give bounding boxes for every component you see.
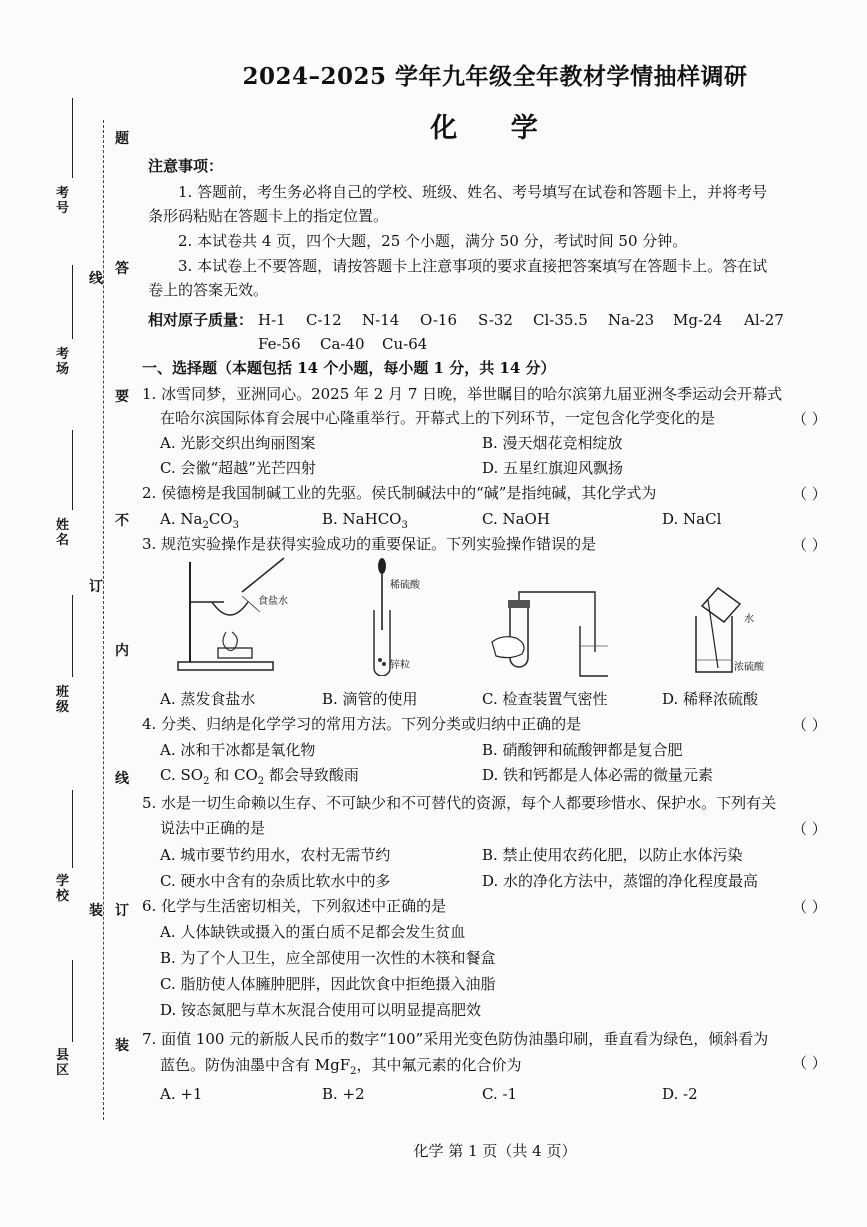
option-c: C. 硬水中含有的杂质比软水中的多	[160, 872, 391, 890]
section-heading: 一、选择题（本题包括 14 个小题，每小题 1 分，共 14 分）	[142, 359, 556, 377]
atomic-mass-value: C-12	[306, 311, 342, 329]
option-a: A. 城市要节约用水，农村无需节约	[160, 846, 391, 864]
answer-parentheses: （ ）	[792, 820, 827, 838]
question-7-stem: 7. 面值 100 元的新版人民币的数字“100”采用光变色防伪油墨印刷，垂直看为绿色，倾斜看为	[142, 1030, 769, 1048]
option-b: B. 漫天烟花竞相绽放	[482, 434, 623, 452]
question-1-stem: 在哈尔滨国际体育会展中心隆重举行。开幕式上的下列环节，一定包含化学变化的是	[160, 409, 716, 427]
option-d: D. 铵态氮肥与草木灰混合使用可以明显提高肥效	[160, 1001, 482, 1019]
option-a: A. +1	[160, 1085, 203, 1103]
dropper-figure	[368, 556, 408, 676]
option-b: B. +2	[322, 1085, 365, 1103]
question-5-stem: 说法中正确的是	[160, 819, 266, 837]
field-label: 县区	[56, 1048, 70, 1078]
atomic-mass-value: Al-27	[744, 311, 784, 329]
seal-char: 装	[115, 1038, 129, 1054]
seal-char: 答	[115, 261, 129, 277]
option-d: D. 水的净化方法中，蒸馏的净化程度最高	[482, 872, 759, 890]
question-5-stem: 5. 水是一切生命赖以生存、不可缺少和不可替代的资源，每个人都要珍惜水、保护水。下列有关	[142, 794, 777, 812]
option-b: B. 禁止使用农药化肥，以防止水体污染	[482, 846, 743, 864]
field-label: 班级	[56, 685, 70, 715]
option-a: A. 光影交织出绚丽图案	[160, 434, 316, 452]
binding-side-char: 装	[89, 903, 103, 919]
atomic-mass-value: Cu-64	[382, 335, 428, 353]
option-a: A. $Na_2CO_3$	[160, 510, 239, 531]
airtightness-check-figure	[488, 586, 608, 682]
field-county	[42, 960, 82, 1090]
seal-char: 线	[115, 771, 129, 787]
answer-parentheses: （ ）	[792, 1054, 827, 1072]
field-label: 学校	[56, 874, 70, 904]
answer-parentheses: （ ）	[792, 536, 827, 554]
atomic-mass-value: Fe-56	[258, 335, 301, 353]
figure-label: 水	[744, 614, 754, 625]
option-c: C. NaOH	[482, 510, 550, 528]
option-b: B. 滴管的使用	[322, 690, 418, 708]
option-b: B. NaHCO$_3$	[322, 510, 408, 531]
atomic-mass-value: N-14	[362, 311, 400, 329]
option-c: C. 检查装置气密性	[482, 690, 608, 708]
field-label: 考场	[56, 347, 70, 377]
seal-char: 内	[115, 643, 129, 659]
fill-line[interactable]	[72, 430, 73, 510]
field-label: 考号	[56, 186, 70, 216]
seal-char: 题	[115, 131, 129, 147]
field-name	[42, 430, 82, 570]
figure-label: 稀硫酸	[390, 580, 420, 591]
option-d: D. 五星红旗迎风飘扬	[482, 459, 624, 477]
option-c: C. $SO_2$ 和 $CO_2$ 都会导致酸雨	[160, 766, 359, 787]
page-footer: 化学 第 1 页（共 4 页）	[413, 1142, 577, 1160]
atomic-mass-value: Na-23	[608, 311, 655, 329]
notice-item: 2. 本试卷共 4 页，四个大题，25 个小题，满分 50 分，考试时间 50 分钟。	[178, 232, 688, 250]
seal-char: 要	[115, 389, 129, 405]
exam-title: 2024–2025 学年九年级全年教材学情抽样调研	[242, 63, 748, 90]
question-1-stem: 1. 冰雪同梦，亚洲同心。2025 年 2 月 7 日晚，举世瞩目的哈尔滨第九届亚洲冬季运动会开幕式	[142, 385, 783, 403]
binding-margin	[0, 0, 140, 1227]
binding-side-char: 订	[89, 579, 103, 595]
atomic-mass-label: 相对原子质量：	[148, 311, 254, 329]
answer-parentheses: （ ）	[792, 716, 827, 734]
question-6-stem: 6. 化学与生活密切相关，下列叙述中正确的是	[142, 897, 447, 915]
notice-heading: 注意事项：	[148, 157, 224, 175]
notice-item: 卷上的答案无效。	[148, 281, 269, 299]
answer-parentheses: （ ）	[792, 410, 827, 428]
fill-line[interactable]	[72, 960, 73, 1042]
notice-item: 条形码粘贴在答题卡上的指定位置。	[148, 207, 389, 225]
question-2-stem: 2. 侯德榜是我国制碱工业的先驱。侯氏制碱法中的“碱”是指纯碱，其化学式为	[142, 484, 657, 502]
option-b: B. 硝酸钾和硫酸钾都是复合肥	[482, 741, 683, 759]
atomic-mass-value: Cl-35.5	[533, 311, 588, 329]
atomic-mass-value: O-16	[420, 311, 458, 329]
option-d: D. NaCl	[662, 510, 722, 528]
seal-char: 订	[115, 903, 129, 919]
field-exam-number	[42, 90, 82, 240]
question-3-stem: 3. 规范实验操作是获得实验成功的重要保证。下列实验操作错误的是	[142, 535, 597, 553]
field-class	[42, 595, 82, 745]
figure-label: 浓硫酸	[734, 662, 764, 673]
figure-label: 锌粒	[390, 660, 410, 671]
option-c: C. 脂肪使人体臃肿肥胖，因此饮食中拒绝摄入油脂	[160, 975, 496, 993]
answer-parentheses: （ ）	[792, 898, 827, 916]
field-school	[42, 790, 82, 930]
notice-item: 3. 本试卷上不要答题，请按答题卡上注意事项的要求直接把答案填写在答题卡上。答在试	[178, 257, 768, 275]
option-d: D. 稀释浓硫酸	[662, 690, 759, 708]
fill-line[interactable]	[72, 595, 73, 677]
option-c: C. -1	[482, 1085, 518, 1103]
field-exam-room	[42, 265, 82, 395]
evaporation-apparatus-figure	[168, 556, 298, 676]
subject-title: 化 学	[430, 113, 560, 144]
atomic-mass-value: H-1	[258, 311, 286, 329]
option-d: D. -2	[662, 1085, 698, 1103]
notice-item: 1. 答题前，考生务必将自己的学校、班级、姓名、考号填写在试卷和答题卡上，并将考号	[178, 183, 768, 201]
question-4-stem: 4. 分类、归纳是化学学习的常用方法。下列分类或归纳中正确的是	[142, 715, 582, 733]
option-b: B. 为了个人卫生，应全部使用一次性的木筷和餐盒	[160, 949, 496, 967]
binding-side-char: 线	[89, 271, 103, 287]
fill-line[interactable]	[72, 790, 73, 868]
option-c: C. 会徽“超越”光芒四射	[160, 459, 316, 477]
atomic-mass-value: Ca-40	[320, 335, 365, 353]
figure-label: 食盐水	[258, 596, 288, 607]
seal-char: 不	[115, 513, 129, 529]
question-7-stem: 蓝色。防伪油墨中含有 MgF$_2$，其中氟元素的化合价为	[160, 1056, 522, 1077]
atomic-mass-value: S-32	[478, 311, 513, 329]
option-a: A. 人体缺铁或摄入的蛋白质不足都会发生贫血	[160, 923, 466, 941]
atomic-mass-value: Mg-24	[673, 311, 723, 329]
field-label: 姓名	[56, 518, 70, 548]
answer-parentheses: （ ）	[792, 485, 827, 503]
fill-line[interactable]	[72, 265, 73, 339]
option-d: D. 铁和钙都是人体必需的微量元素	[482, 766, 714, 784]
option-a: A. 冰和干冰都是氧化物	[160, 741, 316, 759]
option-a: A. 蒸发食盐水	[160, 690, 256, 708]
fill-line[interactable]	[72, 98, 73, 178]
